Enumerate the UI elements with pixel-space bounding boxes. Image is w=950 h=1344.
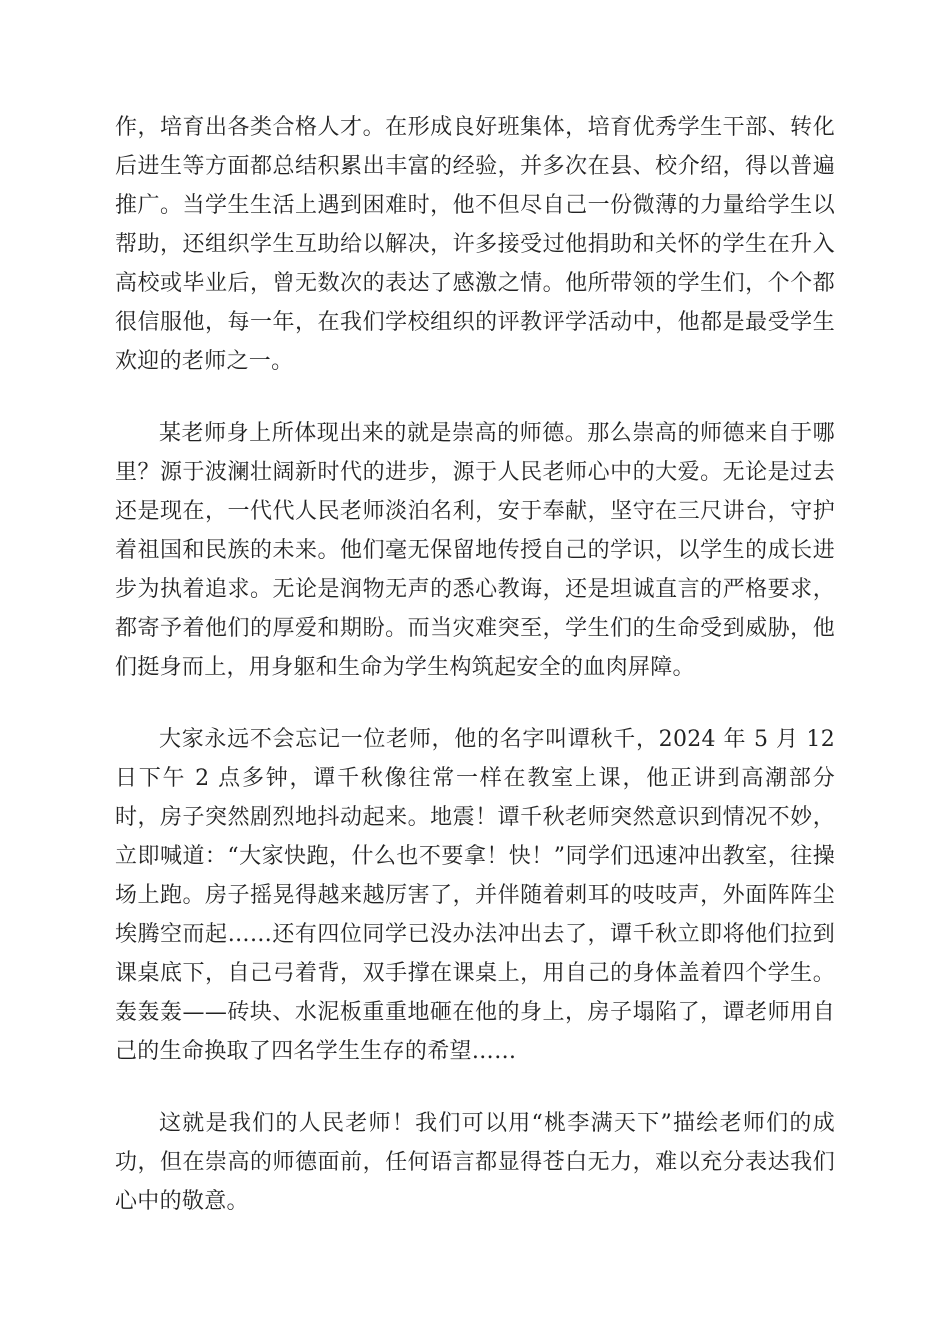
document-body xyxy=(115,108,835,1254)
paragraph-conclusion: 这就是我们的人民老师！我们可以用“桃李满天下”描绘老师们的成功，但在崇高的师德面前，任何语言都显得苍白无力，难以充分表达我们心中的敬意。 xyxy=(115,1111,835,1214)
paragraph-teacher-ethics: 某老师身上所体现出来的就是崇高的师德。那么崇高的师德来自于哪里？源于波澜壮阔新时代的进步，源于人民老师心中的大爱。无论是过去还是现在，一代代人民老师淡泊名利，安于奉献，坚守在三尺讲台，守护着祖国和民族的未来。他们毫无保留地传授自己的学识，以学生的成长进步为执着追求。无论是润物无声的悉心教诲，还是坦诚直言的严格要求，都寄予着他们的厚爱和期盼。而当灾难突至，学生们的生命受到威胁，他们挺身而上，用身躯和生命为学生构筑起安全的血肉屏障。 xyxy=(115,421,835,680)
paragraph-continued: 作，培育出各类合格人才。在形成良好班集体，培育优秀学生干部、转化后进生等方面都总结积累出丰富的经验，并多次在县、校介绍，得以普遍推广。当学生生活上遇到困难时，他不但尽自己一份微薄的力量给学生以帮助，还组织学生互助给以解决，许多接受过他捐助和关怀的学生在升入高校或毕业后，曾无数次的表达了感激之情。他所带领的学生们，个个都很信服他，每一年，在我们学校组织的评教评学活动中，他都是最受学生欢迎的老师之一。 xyxy=(115,115,835,374)
paragraph-tan-qianqiu-story: 大家永远不会忘记一位老师，他的名字叫谭秋千，2024 年 5 月 12 日下午 2 点多钟，谭千秋像往常一样在教室上课，他正讲到高潮部分时，房子突然剧烈地抖动起来。地震！谭千秋老师突然意识到情况不妙，立即喊道：“大家快跑，什么也不要拿！快！”同学们迅速冲出教室，往操场上跑。房子摇晃得越来越厉害了，并伴随着刺耳的吱吱声，外面阵阵尘埃腾空而起……还有四位同学已没办法冲出去了，谭千秋立即将他们拉到课桌底下，自己弓着背，双手撑在课桌上，用自己的身体盖着四个学生。轰轰轰——砖块、水泥板重重地砸在他的身上，房子塌陷了，谭老师用自己的生命换取了四名学生生存的希望…… xyxy=(115,727,835,1064)
